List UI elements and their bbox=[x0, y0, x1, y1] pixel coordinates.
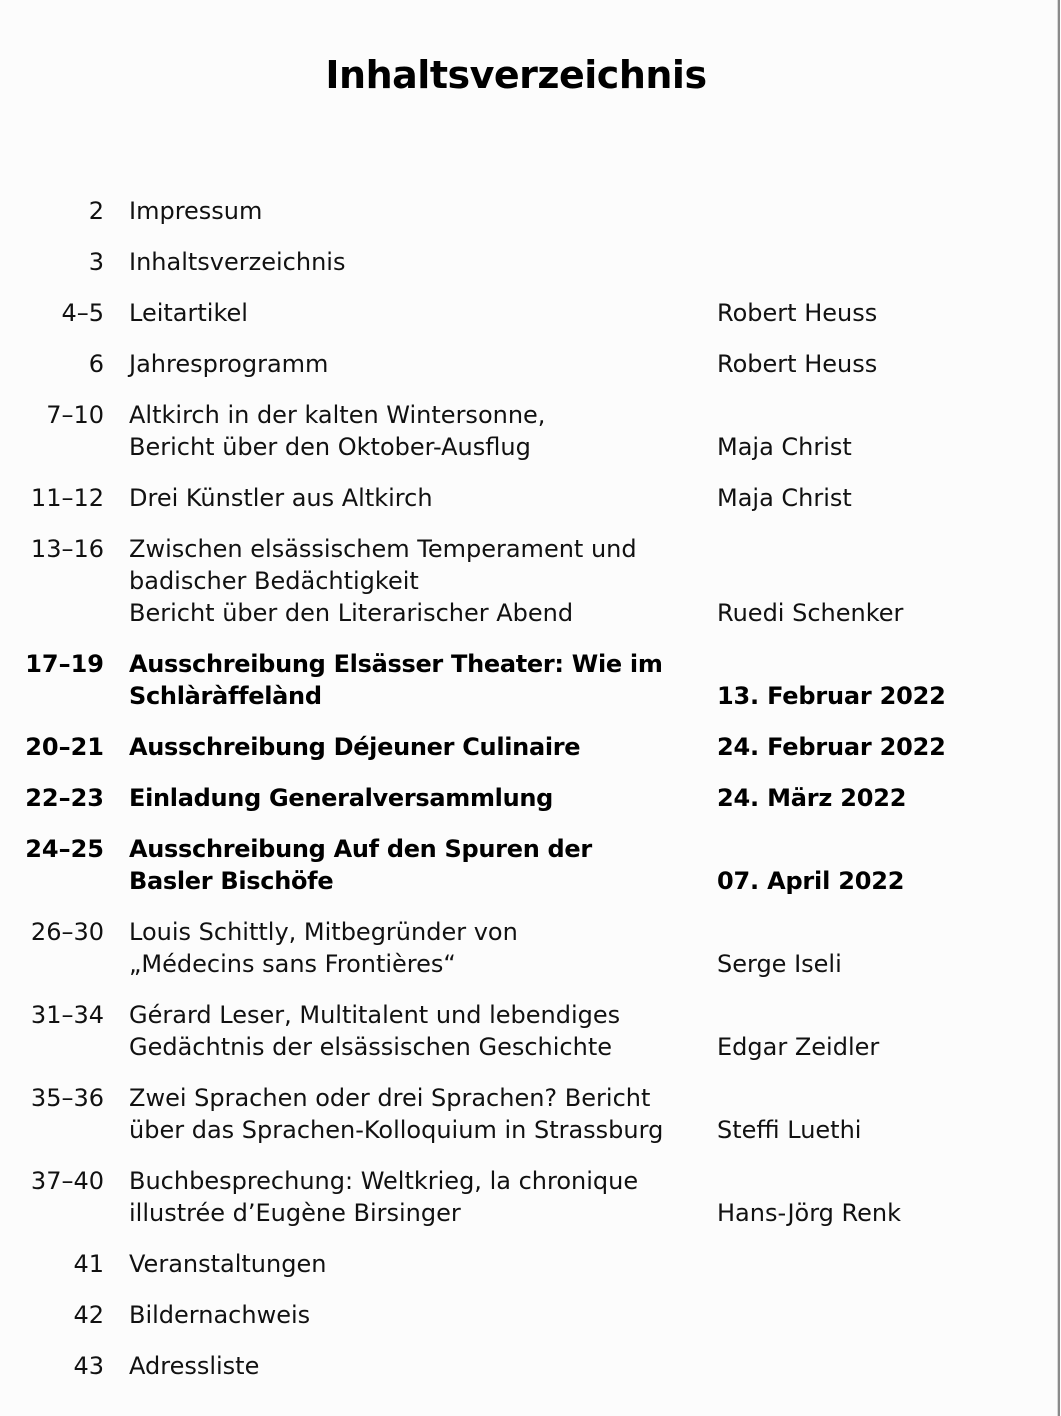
toc-page-range: 22–23 bbox=[25, 784, 104, 812]
toc-page-range: 42 bbox=[73, 1301, 104, 1329]
table-of-contents bbox=[0, 195, 1000, 1401]
toc-entry-title: Bildernachweis bbox=[129, 1301, 311, 1329]
toc-entry-title: Impressum bbox=[129, 197, 263, 225]
toc-entry-title: Jahresprogramm bbox=[129, 350, 329, 378]
toc-entry bbox=[0, 999, 1000, 1063]
toc-page-range: 2 bbox=[88, 197, 104, 225]
toc-entry bbox=[0, 916, 1000, 980]
toc-entry-highlighted bbox=[0, 731, 1000, 763]
toc-entry bbox=[0, 195, 1000, 227]
toc-entry-author: Hans-Jörg Renk bbox=[717, 1199, 902, 1227]
toc-entry bbox=[0, 1082, 1000, 1146]
toc-entry-author: Maja Christ bbox=[717, 433, 852, 461]
toc-entry-title: Einladung Generalversammlung bbox=[129, 784, 554, 812]
toc-entry bbox=[0, 348, 1000, 380]
toc-entry-title: Ausschreibung Auf den Spuren der Basler Bischöfe bbox=[129, 835, 592, 895]
toc-entry-title: Adressliste bbox=[129, 1352, 260, 1380]
toc-entry-author: Maja Christ bbox=[717, 484, 852, 512]
toc-entry-title: Louis Schittly, Mitbegründer von „Médecins sans Frontières“ bbox=[129, 918, 518, 978]
toc-page-range: 6 bbox=[88, 350, 104, 378]
toc-page-range: 13–16 bbox=[30, 535, 104, 563]
toc-entry bbox=[0, 1165, 1000, 1229]
toc-entry-title: Ausschreibung Elsässer Theater: Wie im Schlàràffelànd bbox=[129, 650, 663, 710]
toc-entry-title: Inhaltsverzeichnis bbox=[129, 248, 346, 276]
toc-entry-author: Robert Heuss bbox=[717, 299, 878, 327]
toc-page-range: 3 bbox=[88, 248, 104, 276]
toc-entry bbox=[0, 297, 1000, 329]
toc-entry-title: Zwei Sprachen oder drei Sprachen? Bericht über das Sprachen-Kolloquium in Strassburg bbox=[129, 1084, 664, 1144]
page-title: Inhaltsverzeichnis bbox=[325, 53, 707, 98]
toc-entry-title: Veranstaltungen bbox=[129, 1250, 327, 1278]
toc-entry-title: Zwischen elsässischem Temperament und badischer Bedächtigkeit Bericht über den Literarischer Abend bbox=[129, 535, 637, 627]
toc-entry-author: Steffi Luethi bbox=[717, 1116, 862, 1144]
toc-page-range: 11–12 bbox=[30, 484, 104, 512]
toc-page-range: 7–10 bbox=[46, 401, 104, 429]
toc-page-range: 24–25 bbox=[25, 835, 104, 863]
toc-page-range: 20–21 bbox=[25, 733, 104, 761]
toc-page-range: 4–5 bbox=[61, 299, 104, 327]
toc-entry-author: Edgar Zeidler bbox=[717, 1033, 880, 1061]
toc-entry bbox=[0, 1248, 1000, 1280]
toc-entry-date: 07. April 2022 bbox=[717, 867, 905, 895]
toc-entry bbox=[0, 1350, 1000, 1382]
toc-entry bbox=[0, 399, 1000, 463]
toc-entry-title: Leitartikel bbox=[129, 299, 248, 327]
toc-entry bbox=[0, 246, 1000, 278]
toc-page-range: 17–19 bbox=[25, 650, 104, 678]
toc-entry-highlighted bbox=[0, 782, 1000, 814]
toc-page-range: 26–30 bbox=[30, 918, 104, 946]
toc-entry-title: Altkirch in der kalten Wintersonne, Bericht über den Oktober-Ausflug bbox=[129, 401, 546, 461]
toc-entry-title: Gérard Leser, Multitalent und lebendiges Gedächtnis der elsässischen Geschichte bbox=[129, 1001, 621, 1061]
toc-entry-author: Robert Heuss bbox=[717, 350, 878, 378]
toc-page-range: 31–34 bbox=[30, 1001, 104, 1029]
toc-entry-highlighted bbox=[0, 833, 1000, 897]
toc-entry-highlighted bbox=[0, 648, 1000, 712]
page-edge-divider bbox=[1057, 0, 1060, 1416]
toc-entry bbox=[0, 533, 1000, 629]
toc-page-range: 43 bbox=[73, 1352, 104, 1380]
toc-entry bbox=[0, 1299, 1000, 1331]
toc-entry-title: Buchbesprechung: Weltkrieg, la chronique illustrée d’Eugène Birsinger bbox=[129, 1167, 639, 1227]
toc-page-range: 35–36 bbox=[30, 1084, 104, 1112]
toc-entry-author: Ruedi Schenker bbox=[717, 599, 904, 627]
toc-entry-author: Serge Iseli bbox=[717, 950, 842, 978]
toc-entry-date: 13. Februar 2022 bbox=[717, 682, 946, 710]
toc-entry-date: 24. Februar 2022 bbox=[717, 733, 946, 761]
toc-entry bbox=[0, 482, 1000, 514]
toc-entry-title: Ausschreibung Déjeuner Culinaire bbox=[129, 733, 581, 761]
toc-page-range: 41 bbox=[73, 1250, 104, 1278]
toc-page-range: 37–40 bbox=[30, 1167, 104, 1195]
toc-entry-date: 24. März 2022 bbox=[717, 784, 907, 812]
toc-entry-title: Drei Künstler aus Altkirch bbox=[129, 484, 433, 512]
